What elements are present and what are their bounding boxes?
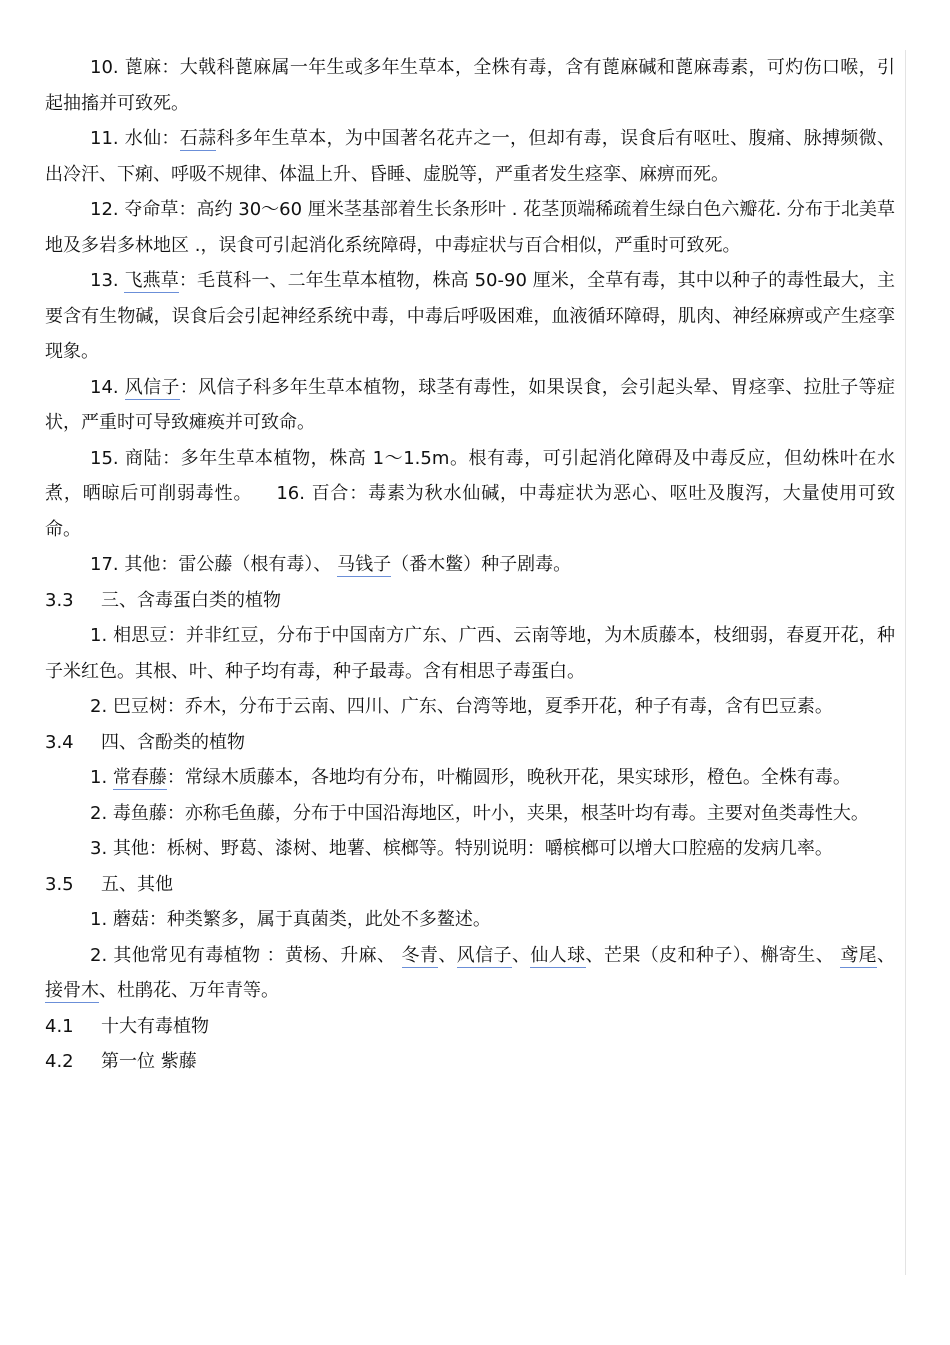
paragraph-hyacinth <box>45 370 895 441</box>
plant-description: 毛茛科一、二年生草本植物，株高 50-90 厘米，全草有毒，其中以种子的毒性最大，主要含有生物碱，误食后会引起神经系统中毒，中毒后呼吸困难，血液循环障碍，肌肉、神经麻痹或产生痉挛现象。 <box>45 270 895 362</box>
plant-description: 科多年生草本，为中国著名花卉之一，但却有毒，误食后有呕吐、腹痛、脉搏频微、出冷汗、下痢、呼吸不规律、体温上升、昏睡、虚脱等，严重者发生痉挛、麻痹而死。 <box>45 128 896 185</box>
plant-name: 相思豆： <box>113 625 186 646</box>
paragraph-others-phenol <box>45 831 895 867</box>
plant-description: 雷公藤（根有毒）、 <box>178 554 338 575</box>
plant-description: 、杜鹃花、万年青等。 <box>99 980 279 1001</box>
plant-description: 风信子科多年生草本植物，球茎有毒性，如果误食，会引起头晕、胃痉挛、拉肚子等症状，严重时可导致瘫痪并可致命。 <box>45 376 896 433</box>
plant-description: 栎树、野葛、漆树、地薯、槟榔等。特别说明：嚼槟榔可以增大口腔癌的发病几率。 <box>166 838 833 859</box>
plant-name: 巴豆树： <box>112 696 185 717</box>
plant-name: 其他： <box>124 554 179 575</box>
section-heading-3-3 <box>45 583 895 619</box>
item-number: 2. <box>90 944 108 966</box>
plant-name: 其他常见有毒植物 ： <box>113 944 286 966</box>
item-number: 14. <box>90 376 119 398</box>
link-ivy[interactable]: 常春藤 <box>112 767 167 788</box>
plant-description: （番木鳖）种子剧毒。 <box>391 554 572 575</box>
section-heading-4-2 <box>45 1044 895 1080</box>
section-number: 4.2 <box>45 1051 74 1072</box>
section-heading-4-1 <box>45 1009 895 1045</box>
link-elder[interactable]: 接骨木 <box>45 980 99 1001</box>
item-number: 15. <box>90 447 119 469</box>
section-number: 3.3 <box>45 589 74 611</box>
plant-description: 高约 30～60 厘米茎基部着生长条形叶 . 花茎顶端稀疏着生绿白色六瓣花. 分布于北美草地及多岩多林地区 .，误食可引起消化系统障碍，中毒症状与百合相似，严重时可致死。 <box>45 199 896 256</box>
section-number: 3.4 <box>45 731 74 753</box>
section-number: 3.5 <box>45 873 74 895</box>
paragraph-others <box>45 547 895 583</box>
paragraph-ivy <box>45 760 895 796</box>
plant-description: 乔木，分布于云南、四川、广东、台湾等地，夏季开花，种子有毒，含有巴豆素。 <box>184 696 833 717</box>
link-larkspur[interactable]: 飞燕草 <box>124 270 179 291</box>
plant-description: 多年生草本植物，株高 1～1.5m。根有毒，可引起消化障碍及中毒反应，但幼株叶在水煮，晒晾后可削弱毒性。 <box>45 447 895 504</box>
paragraph-deathcamas <box>45 192 895 263</box>
section-heading-3-5 <box>45 867 895 903</box>
plant-description: 常绿木质藤本，各地均有分布，叶椭圆形，晚秋开花，果实球形，橙色。全株有毒。 <box>184 767 851 788</box>
separator: 、 <box>438 944 457 966</box>
page-right-border <box>905 50 906 1275</box>
item-number: 2. <box>90 696 108 717</box>
item-number: 10. <box>90 57 119 78</box>
link-cactus[interactable]: 仙人球 <box>530 944 586 966</box>
plant-name: 蓖麻： <box>124 57 180 78</box>
plant-description: 毒素为秋水仙碱，中毒症状为恶心、呕吐及腹泻，大量使用可致命。 <box>45 483 896 540</box>
item-number: 12. <box>90 199 119 220</box>
item-number: 13. <box>90 270 119 291</box>
plant-description: 黄杨、升麻、 <box>285 944 402 966</box>
link-nux-vomica[interactable]: 马钱子 <box>337 554 392 575</box>
link-amaryllidaceae[interactable]: 石蒜 <box>179 128 217 149</box>
plant-name: 夺命草： <box>124 199 197 220</box>
colon: ： <box>166 767 185 788</box>
section-heading-3-4 <box>45 725 895 761</box>
paragraph-narcissus <box>45 121 895 192</box>
paragraph-castor <box>45 50 895 121</box>
colon: ： <box>179 376 199 398</box>
item-number: 16. <box>276 483 305 504</box>
paragraph-mushroom <box>45 902 895 938</box>
paragraph-pokeweed-lily <box>45 441 895 548</box>
item-number: 2. <box>90 802 108 824</box>
item-number: 1. <box>90 767 108 788</box>
section-title: 五、其他 <box>101 873 173 895</box>
item-number: 3. <box>90 838 108 859</box>
link-iris[interactable]: 鸢尾 <box>840 944 878 966</box>
colon: ： <box>178 270 197 291</box>
paragraph-croton <box>45 689 895 725</box>
item-number: 11. <box>90 128 119 149</box>
paragraph-common-toxic <box>45 938 895 1009</box>
separator: 、 <box>511 944 531 966</box>
section-title: 四、含酚类的植物 <box>101 731 245 753</box>
plant-description: 大戟科蓖麻属一年生或多年生草本，全株有毒，含有蓖麻碱和蓖麻毒素，可灼伤口喉，引起抽搐并可致死。 <box>45 57 895 114</box>
document-body <box>45 50 895 1080</box>
section-title: 三、含毒蛋白类的植物 <box>101 589 281 611</box>
section-title: 十大有毒植物 <box>101 1015 209 1037</box>
link-hyacinth-2[interactable]: 风信子 <box>456 944 512 966</box>
item-number: 17. <box>90 554 119 575</box>
plant-name: 百合： <box>311 483 369 504</box>
link-holly[interactable]: 冬青 <box>401 944 439 966</box>
paragraph-rosary-pea <box>45 618 895 689</box>
plant-name: 毒鱼藤： <box>112 802 185 824</box>
plant-description: 、芒果（皮和种子）、槲寄生、 <box>585 944 841 966</box>
section-number: 4.1 <box>45 1015 74 1037</box>
paragraph-larkspur <box>45 263 895 370</box>
item-number: 1. <box>90 909 108 930</box>
plant-name: 商陆： <box>124 447 181 469</box>
section-title: 第一位 紫藤 <box>101 1051 197 1072</box>
plant-description: 种类繁多，属于真菌类，此处不多鳌述。 <box>166 909 491 930</box>
plant-name: 水仙： <box>124 128 180 149</box>
link-hyacinth[interactable]: 风信子 <box>124 376 180 398</box>
plant-description: 并非红豆，分布于中国南方广东、广西、云南等地，为木质藤本，枝细弱，春夏开花，种子米红色。其根、叶、种子均有毒，种子最毒。含有相思子毒蛋白。 <box>45 625 896 682</box>
item-number: 1. <box>90 625 108 646</box>
plant-name: 蘑菇： <box>112 909 167 930</box>
plant-description: 亦称毛鱼藤，分布于中国沿海地区，叶小，夹果，根茎叶均有毒。主要对鱼类毒性大。 <box>184 802 869 824</box>
plant-name: 其他： <box>112 838 167 859</box>
separator: 、 <box>877 944 896 966</box>
paragraph-derris <box>45 796 895 832</box>
